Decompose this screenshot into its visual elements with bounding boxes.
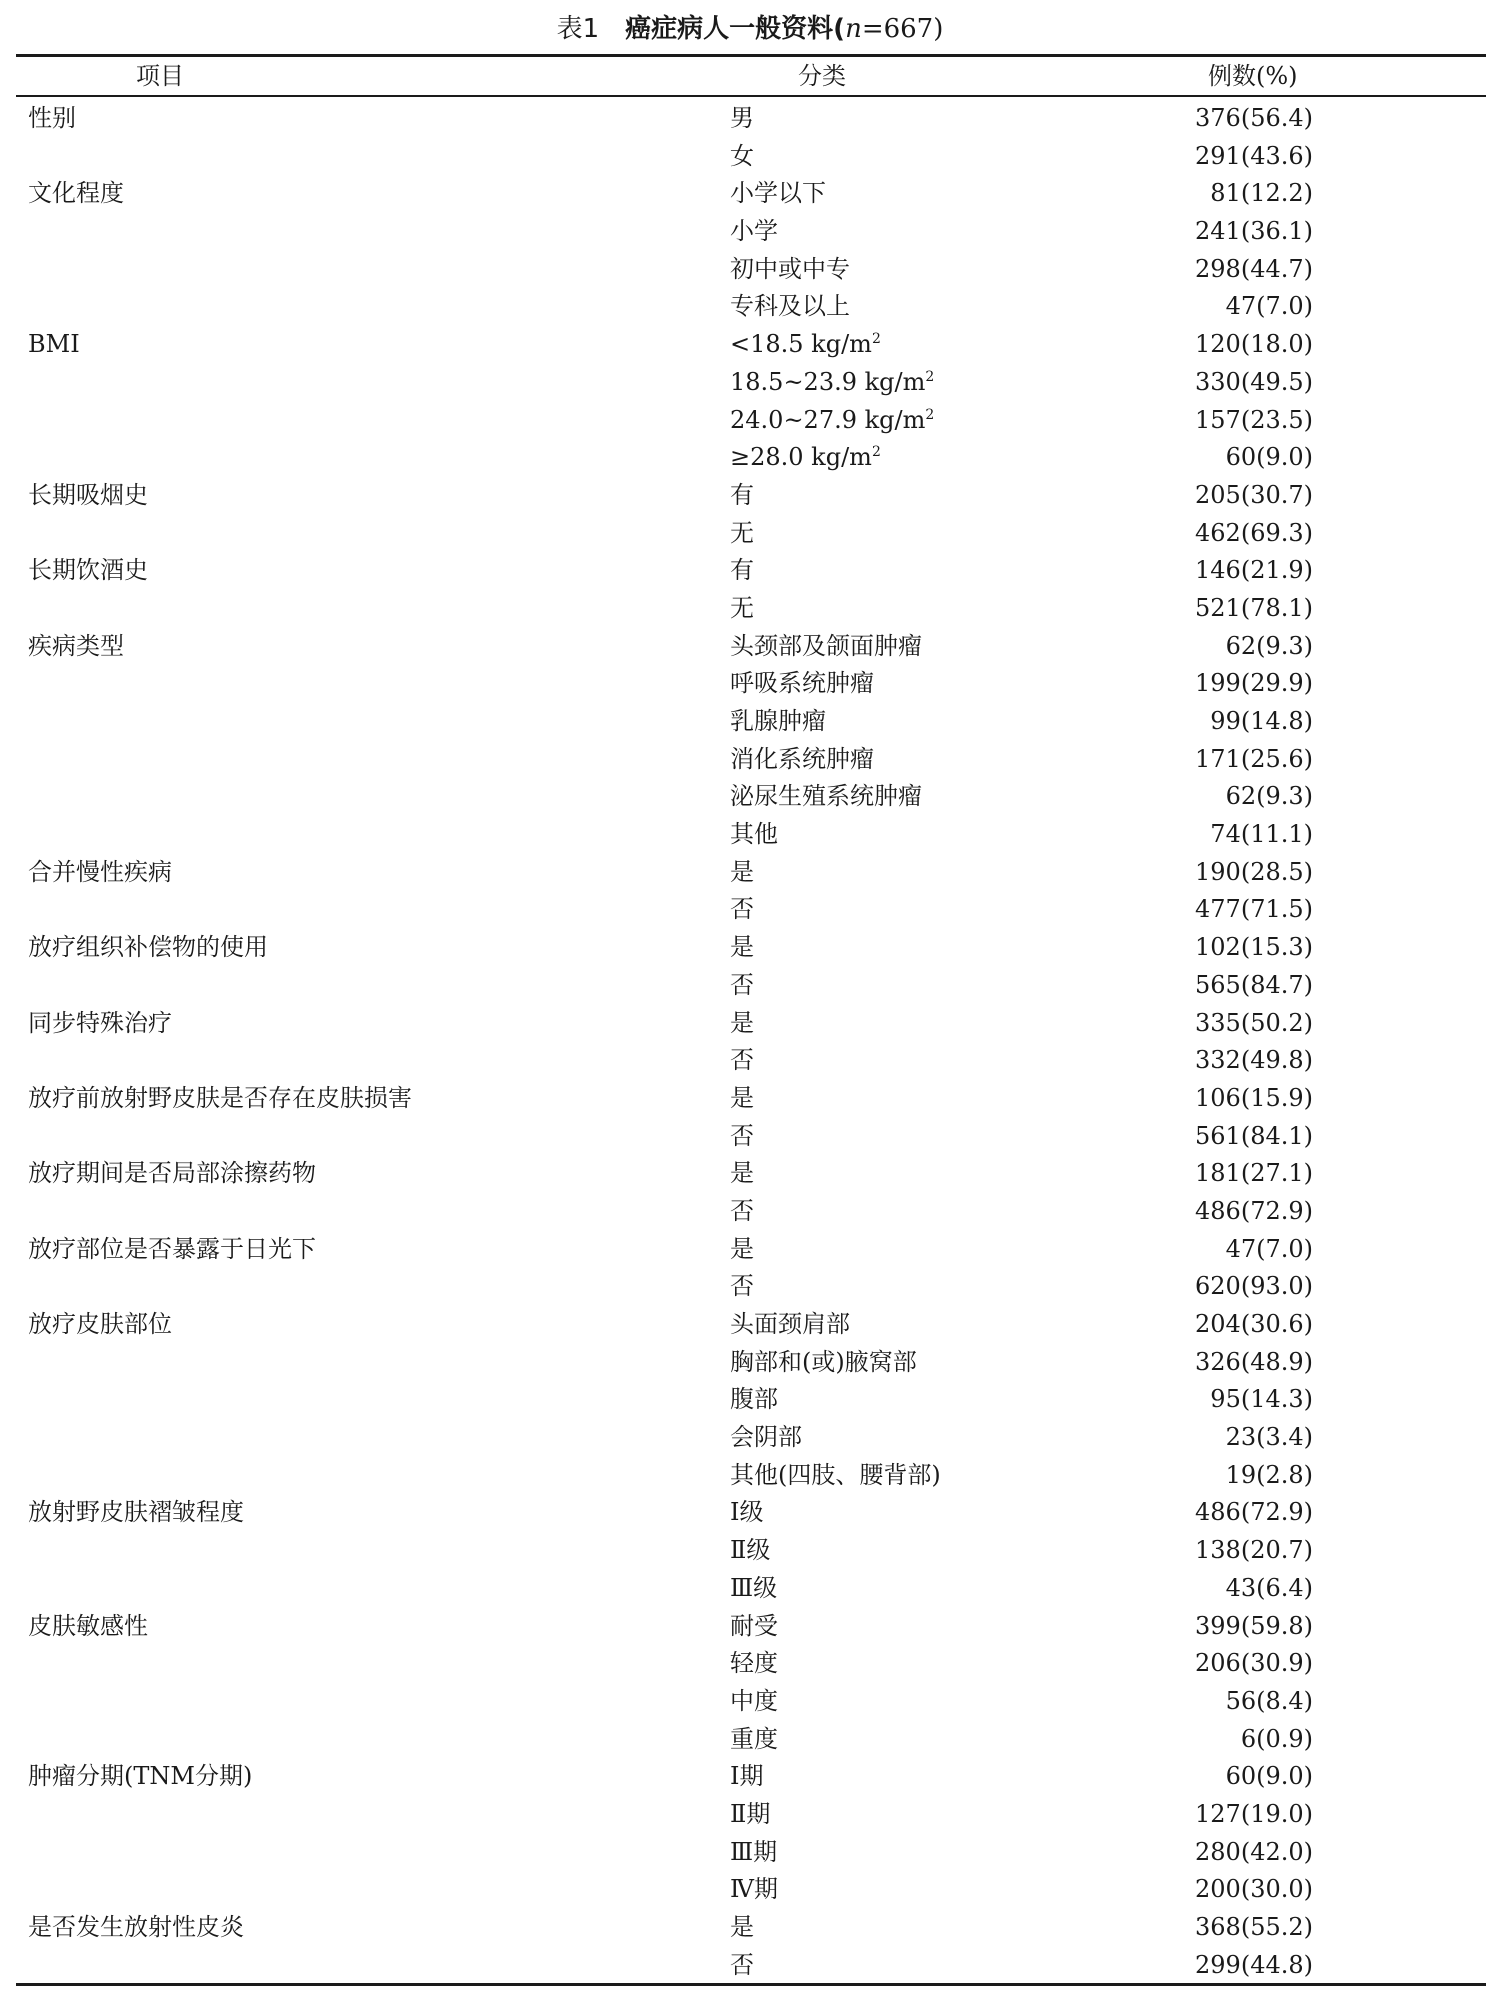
row-category bbox=[730, 515, 754, 553]
table-row bbox=[0, 665, 1500, 703]
table-row bbox=[0, 1570, 1500, 1608]
row-count-percent: 486(72.9) bbox=[1195, 1498, 1313, 1527]
row-category-text: 头面颈肩部 bbox=[730, 1310, 850, 1338]
row-category bbox=[730, 1947, 754, 1985]
table-row bbox=[0, 628, 1500, 666]
row-category bbox=[730, 1193, 754, 1231]
row-category bbox=[730, 1042, 754, 1080]
row-category-text: 否 bbox=[730, 895, 754, 924]
row-category-text: ≥28.0 kg/m bbox=[730, 443, 872, 472]
row-category bbox=[730, 590, 754, 628]
row-category-text: 18.5~23.9 kg/m bbox=[730, 367, 926, 396]
table-row bbox=[0, 1796, 1500, 1834]
row-category bbox=[730, 1381, 778, 1419]
row-category bbox=[730, 1645, 778, 1683]
row-category-text: 专科及以上 bbox=[730, 292, 850, 321]
table-row bbox=[0, 590, 1500, 628]
table-row bbox=[0, 288, 1500, 326]
row-category bbox=[730, 1871, 778, 1909]
sample-size-value: =667) bbox=[861, 14, 944, 44]
row-count-percent: 326(48.9) bbox=[1195, 1347, 1313, 1376]
row-category-text: 24.0~27.9 kg/m bbox=[730, 405, 926, 434]
row-count-percent: 99(14.8) bbox=[1210, 707, 1313, 735]
row-category-text: Ⅲ级 bbox=[730, 1573, 778, 1602]
table-row bbox=[0, 967, 1500, 1005]
row-category bbox=[730, 1758, 763, 1796]
row-category-text: Ⅲ期 bbox=[730, 1837, 778, 1866]
row-category-text: 无 bbox=[730, 518, 754, 547]
row-category-text: 头颈部及颌面肿瘤 bbox=[730, 631, 922, 660]
row-category-text: Ⅰ级 bbox=[730, 1498, 764, 1527]
table-row bbox=[0, 1608, 1500, 1646]
table-row bbox=[0, 1871, 1500, 1909]
row-category-text: 无 bbox=[730, 593, 754, 622]
row-item: 放疗组织补偿物的使用 bbox=[28, 933, 268, 962]
table-row bbox=[0, 1721, 1500, 1759]
row-category-text: 否 bbox=[730, 1272, 754, 1301]
table-row bbox=[0, 213, 1500, 251]
row-category bbox=[730, 891, 754, 929]
row-category bbox=[730, 1608, 778, 1646]
table-row bbox=[0, 100, 1500, 138]
row-item: 长期饮酒史 bbox=[28, 556, 148, 585]
row-count-percent: 95(14.3) bbox=[1210, 1385, 1313, 1414]
table-row bbox=[0, 1909, 1500, 1947]
row-count-percent: 47(7.0) bbox=[1225, 292, 1313, 321]
row-category bbox=[730, 100, 754, 138]
table-row bbox=[0, 515, 1500, 553]
row-count-percent: 330(49.5) bbox=[1195, 367, 1313, 396]
row-count-percent: 280(42.0) bbox=[1195, 1837, 1313, 1866]
row-count-percent: 127(19.0) bbox=[1195, 1799, 1313, 1828]
table-row bbox=[0, 816, 1500, 854]
row-category-text: 小学 bbox=[730, 217, 778, 246]
table-row bbox=[0, 854, 1500, 892]
table-row bbox=[0, 741, 1500, 779]
row-count-percent: 146(21.9) bbox=[1195, 556, 1313, 585]
row-category bbox=[730, 1344, 917, 1382]
row-count-percent: 47(7.0) bbox=[1225, 1234, 1313, 1263]
row-category-text: Ⅰ期 bbox=[730, 1762, 764, 1791]
row-category bbox=[730, 364, 934, 402]
row-count-percent: 102(15.3) bbox=[1195, 933, 1313, 962]
row-category-text: 胸部和(或)腋窝部 bbox=[730, 1347, 917, 1376]
row-item: 性别 bbox=[28, 104, 76, 132]
row-category-text: 会阴部 bbox=[730, 1423, 802, 1452]
row-category-text: 有 bbox=[730, 556, 754, 585]
column-header-item: 项目 bbox=[136, 62, 184, 90]
row-count-percent: 376(56.4) bbox=[1195, 104, 1313, 132]
row-count-percent: 486(72.9) bbox=[1195, 1196, 1313, 1225]
row-count-percent: 462(69.3) bbox=[1195, 518, 1313, 547]
row-count-percent: 204(30.6) bbox=[1195, 1310, 1313, 1338]
row-count-percent: 291(43.6) bbox=[1195, 141, 1313, 170]
row-category bbox=[730, 778, 922, 816]
table-bottom-rule bbox=[16, 1983, 1486, 1986]
row-category-text: Ⅱ级 bbox=[730, 1536, 771, 1565]
table-row bbox=[0, 1042, 1500, 1080]
table-row bbox=[0, 929, 1500, 967]
row-category-text: 是 bbox=[730, 857, 754, 886]
row-category bbox=[730, 1570, 777, 1608]
table-body bbox=[0, 100, 1500, 1984]
row-category bbox=[730, 628, 922, 666]
row-count-percent: 620(93.0) bbox=[1195, 1272, 1313, 1301]
row-category bbox=[730, 213, 778, 251]
row-count-percent: 62(9.3) bbox=[1225, 631, 1313, 660]
unit-superscript: 2 bbox=[925, 368, 935, 385]
table-row bbox=[0, 1419, 1500, 1457]
row-count-percent: 60(9.0) bbox=[1225, 443, 1313, 472]
row-category bbox=[730, 1419, 802, 1457]
row-item: 肿瘤分期(TNM分期) bbox=[28, 1762, 253, 1791]
row-category-text: 否 bbox=[730, 1121, 754, 1150]
row-category-text: Ⅳ期 bbox=[730, 1875, 778, 1904]
row-count-percent: 62(9.3) bbox=[1225, 782, 1313, 811]
table-header-rule bbox=[16, 95, 1486, 97]
row-category-text: 男 bbox=[730, 104, 754, 132]
row-category bbox=[730, 741, 874, 779]
row-count-percent: 200(30.0) bbox=[1195, 1875, 1313, 1904]
row-item: 同步特殊治疗 bbox=[28, 1008, 172, 1037]
row-category bbox=[730, 439, 881, 477]
row-item: 文化程度 bbox=[28, 179, 124, 208]
row-category-text: 呼吸系统肿瘤 bbox=[730, 669, 874, 698]
row-item: 放疗部位是否暴露于日光下 bbox=[28, 1234, 316, 1263]
row-category-text: 是 bbox=[730, 1234, 754, 1263]
row-category bbox=[730, 1268, 754, 1306]
row-category bbox=[730, 1457, 941, 1495]
row-count-percent: 81(12.2) bbox=[1210, 179, 1313, 208]
unit-superscript: 2 bbox=[871, 331, 881, 348]
row-category-text: 初中或中专 bbox=[730, 254, 850, 283]
table-row bbox=[0, 1494, 1500, 1532]
row-count-percent: 171(25.6) bbox=[1195, 744, 1313, 773]
row-category bbox=[730, 1494, 763, 1532]
row-category bbox=[730, 326, 881, 364]
table-row bbox=[0, 175, 1500, 213]
table-row bbox=[0, 778, 1500, 816]
row-category bbox=[730, 1005, 754, 1043]
row-count-percent: 6(0.9) bbox=[1240, 1724, 1313, 1753]
row-category-text: 是 bbox=[730, 933, 754, 962]
row-category bbox=[730, 552, 754, 590]
table-row bbox=[0, 1306, 1500, 1344]
row-count-percent: 477(71.5) bbox=[1195, 895, 1313, 924]
row-count-percent: 199(29.9) bbox=[1195, 669, 1313, 698]
row-category-text: 是 bbox=[730, 1913, 754, 1941]
table-row bbox=[0, 1457, 1500, 1495]
row-category-text: 否 bbox=[730, 1046, 754, 1075]
table-label: 表1 bbox=[556, 14, 600, 44]
row-count-percent: 565(84.7) bbox=[1195, 970, 1313, 999]
row-item: BMI bbox=[28, 330, 80, 359]
row-category-text: 消化系统肿瘤 bbox=[730, 744, 874, 773]
row-count-percent: 60(9.0) bbox=[1225, 1762, 1313, 1791]
row-category bbox=[730, 1118, 754, 1156]
row-count-percent: 181(27.1) bbox=[1195, 1159, 1313, 1188]
row-category bbox=[730, 967, 754, 1005]
row-item: 疾病类型 bbox=[28, 631, 124, 660]
row-count-percent: 335(50.2) bbox=[1195, 1008, 1313, 1037]
row-item: 放射野皮肤褶皱程度 bbox=[28, 1498, 244, 1527]
row-category bbox=[730, 175, 826, 213]
row-count-percent: 190(28.5) bbox=[1195, 857, 1313, 886]
row-category bbox=[730, 1532, 770, 1570]
row-category bbox=[730, 665, 874, 703]
table-row bbox=[0, 326, 1500, 364]
row-category-text: 中度 bbox=[730, 1686, 778, 1715]
row-count-percent: 241(36.1) bbox=[1195, 217, 1313, 246]
row-count-percent: 56(8.4) bbox=[1225, 1686, 1313, 1715]
row-count-percent: 332(49.8) bbox=[1195, 1046, 1313, 1075]
row-category bbox=[730, 1155, 754, 1193]
row-category bbox=[730, 251, 850, 289]
row-count-percent: 298(44.7) bbox=[1195, 254, 1313, 283]
row-category-text: 女 bbox=[730, 141, 754, 170]
row-category bbox=[730, 1231, 754, 1269]
table-row bbox=[0, 251, 1500, 289]
table-row bbox=[0, 1947, 1500, 1985]
table-row bbox=[0, 703, 1500, 741]
row-category bbox=[730, 1721, 778, 1759]
table-row bbox=[0, 439, 1500, 477]
row-category-text: 乳腺肿瘤 bbox=[730, 707, 826, 735]
table-caption bbox=[0, 12, 1500, 46]
row-category-text: <18.5 kg/m bbox=[730, 330, 872, 359]
row-count-percent: 74(11.1) bbox=[1210, 820, 1313, 849]
row-category-text: 是 bbox=[730, 1159, 754, 1188]
table-row bbox=[0, 891, 1500, 929]
table-row bbox=[0, 138, 1500, 176]
table-row bbox=[0, 1758, 1500, 1796]
table-row bbox=[0, 477, 1500, 515]
column-header-count-percent: 例数(%) bbox=[1208, 62, 1298, 90]
row-category bbox=[730, 1306, 850, 1344]
row-count-percent: 23(3.4) bbox=[1225, 1423, 1313, 1452]
table-row bbox=[0, 1118, 1500, 1156]
row-count-percent: 521(78.1) bbox=[1195, 593, 1313, 622]
row-count-percent: 106(15.9) bbox=[1195, 1083, 1313, 1112]
row-count-percent: 299(44.8) bbox=[1195, 1950, 1313, 1979]
row-category-text: 有 bbox=[730, 480, 754, 509]
row-count-percent: 43(6.4) bbox=[1225, 1573, 1313, 1602]
row-count-percent: 206(30.9) bbox=[1195, 1649, 1313, 1678]
row-count-percent: 399(59.8) bbox=[1195, 1611, 1313, 1640]
row-category-text: 轻度 bbox=[730, 1649, 778, 1678]
row-item: 长期吸烟史 bbox=[28, 480, 148, 509]
row-category-text: 腹部 bbox=[730, 1385, 778, 1414]
table-row bbox=[0, 1231, 1500, 1269]
row-category-text: 泌尿生殖系统肿瘤 bbox=[730, 782, 922, 811]
row-category-text: 小学以下 bbox=[730, 179, 826, 208]
row-item: 放疗皮肤部位 bbox=[28, 1310, 172, 1338]
row-item: 放疗期间是否局部涂擦药物 bbox=[28, 1159, 316, 1188]
row-count-percent: 19(2.8) bbox=[1225, 1460, 1313, 1489]
table-row bbox=[0, 364, 1500, 402]
row-category bbox=[730, 1834, 777, 1872]
row-category-text: 是 bbox=[730, 1083, 754, 1112]
table-row bbox=[0, 1193, 1500, 1231]
row-category bbox=[730, 816, 778, 854]
table-row bbox=[0, 402, 1500, 440]
table-row bbox=[0, 1005, 1500, 1043]
table-row bbox=[0, 1381, 1500, 1419]
row-category bbox=[730, 1683, 778, 1721]
row-category bbox=[730, 1909, 754, 1947]
row-category-text: 其他 bbox=[730, 820, 778, 849]
table-row bbox=[0, 1155, 1500, 1193]
row-category-text: Ⅱ期 bbox=[730, 1799, 771, 1828]
unit-superscript: 2 bbox=[871, 444, 881, 461]
row-category bbox=[730, 929, 754, 967]
row-item: 是否发生放射性皮炎 bbox=[28, 1913, 244, 1941]
row-category-text: 否 bbox=[730, 1950, 754, 1979]
row-category-text: 其他(四肢、腰背部) bbox=[730, 1460, 941, 1489]
row-category bbox=[730, 477, 754, 515]
row-category-text: 否 bbox=[730, 1196, 754, 1225]
sample-size-symbol: n bbox=[845, 14, 862, 44]
row-category-text: 是 bbox=[730, 1008, 754, 1037]
row-count-percent: 138(20.7) bbox=[1195, 1536, 1313, 1565]
row-category bbox=[730, 703, 826, 741]
table-row bbox=[0, 1080, 1500, 1118]
row-item: 放疗前放射野皮肤是否存在皮肤损害 bbox=[28, 1083, 412, 1112]
unit-superscript: 2 bbox=[925, 406, 935, 423]
column-header-category: 分类 bbox=[798, 62, 846, 90]
table-title: 癌症病人一般资料( bbox=[625, 14, 846, 44]
table-row bbox=[0, 1532, 1500, 1570]
row-category-text: 耐受 bbox=[730, 1611, 778, 1640]
row-category bbox=[730, 402, 934, 440]
row-category bbox=[730, 288, 850, 326]
row-item: 皮肤敏感性 bbox=[28, 1611, 148, 1640]
row-count-percent: 561(84.1) bbox=[1195, 1121, 1313, 1150]
row-category-text: 否 bbox=[730, 970, 754, 999]
row-count-percent: 120(18.0) bbox=[1195, 330, 1313, 359]
row-category bbox=[730, 1080, 754, 1118]
table-row bbox=[0, 1834, 1500, 1872]
table-row bbox=[0, 1268, 1500, 1306]
table-row bbox=[0, 1344, 1500, 1382]
row-item: 合并慢性疾病 bbox=[28, 857, 172, 886]
row-category bbox=[730, 854, 754, 892]
row-count-percent: 205(30.7) bbox=[1195, 480, 1313, 509]
row-count-percent: 368(55.2) bbox=[1195, 1913, 1313, 1941]
table-row bbox=[0, 1683, 1500, 1721]
table-row bbox=[0, 1645, 1500, 1683]
row-category bbox=[730, 138, 754, 176]
row-category bbox=[730, 1796, 770, 1834]
row-count-percent: 157(23.5) bbox=[1195, 405, 1313, 434]
row-category-text: 重度 bbox=[730, 1724, 778, 1753]
table-row bbox=[0, 552, 1500, 590]
